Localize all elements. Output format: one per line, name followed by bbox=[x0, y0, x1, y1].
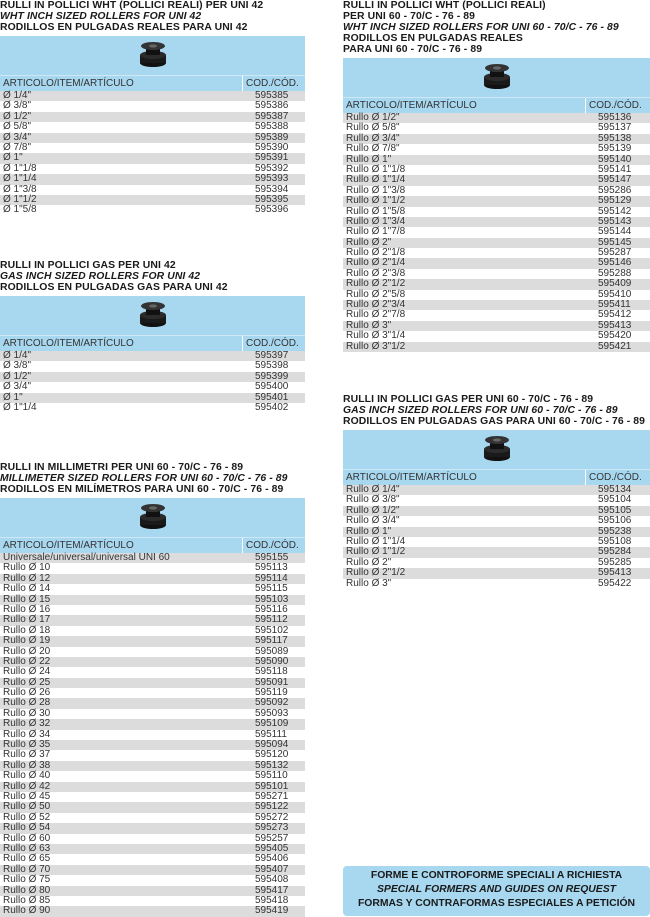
roller-icon bbox=[138, 40, 168, 68]
item-code: 595401 bbox=[255, 391, 289, 403]
item-code: 595102 bbox=[255, 624, 289, 636]
item-code: 595103 bbox=[255, 593, 289, 605]
item-name: Rullo Ø 60 bbox=[3, 832, 51, 844]
item-code: 595134 bbox=[598, 484, 632, 495]
item-code: 595288 bbox=[598, 267, 632, 279]
special-request-banner bbox=[343, 866, 650, 916]
item-name: Rullo Ø 18 bbox=[3, 624, 51, 636]
item-code: 595111 bbox=[255, 728, 287, 740]
item-name: Ø 1/4" bbox=[3, 90, 32, 101]
column-header-code: COD./CÓD. bbox=[242, 336, 299, 351]
item-code: 595140 bbox=[598, 153, 632, 165]
item-name: Universale/universal/universal UNI 60 bbox=[3, 552, 170, 563]
item-name: Rullo Ø 1/4" bbox=[346, 484, 400, 495]
section-title-en: GAS INCH SIZED ROLLERS FOR UNI 60 - 70/C - 76 - 89 bbox=[343, 405, 618, 416]
section-title-es: RODILLOS EN PULGADAS GAS PARA UNI 42 bbox=[0, 282, 228, 293]
column-header-item: ARTICOLO/ITEM/ARTÍCULO bbox=[346, 100, 477, 111]
item-code: 595419 bbox=[255, 905, 289, 917]
section-wht-uni60 bbox=[343, 0, 650, 352]
item-name: Rullo Ø 1"1/4 bbox=[346, 535, 406, 547]
section-title-es-2: PARA UNI 60 - 70/C - 76 - 89 bbox=[343, 44, 483, 55]
item-name: Rullo Ø 12 bbox=[3, 572, 51, 584]
item-code: 595418 bbox=[255, 894, 289, 906]
item-name: Rullo Ø 75 bbox=[3, 874, 51, 886]
item-name: Rullo Ø 54 bbox=[3, 822, 51, 834]
item-name: Rullo Ø 1"7/8 bbox=[346, 226, 406, 238]
item-code: 595137 bbox=[598, 122, 632, 134]
item-name: Rullo Ø 37 bbox=[3, 749, 51, 761]
item-name: Rullo Ø 40 bbox=[3, 770, 51, 782]
table-body bbox=[343, 485, 650, 589]
item-code: 595145 bbox=[598, 236, 632, 248]
item-name: Rullo Ø 3/8" bbox=[346, 494, 400, 506]
column-header-row bbox=[343, 469, 650, 485]
item-code: 595408 bbox=[255, 874, 289, 886]
table-row bbox=[0, 906, 305, 916]
item-code: 595104 bbox=[598, 494, 632, 506]
item-name: Ø 1/2" bbox=[3, 370, 32, 382]
item-code: 595400 bbox=[255, 381, 289, 393]
item-name: Ø 1/4" bbox=[3, 350, 32, 361]
item-name: Rullo Ø 34 bbox=[3, 728, 51, 740]
item-name: Ø 1"1/4 bbox=[3, 173, 37, 185]
roller-icon bbox=[482, 62, 512, 90]
item-name: Ø 3/4" bbox=[3, 131, 32, 143]
section-title-en: WHT INCH SIZED ROLLERS FOR UNI 42 bbox=[0, 11, 202, 22]
table-row bbox=[0, 875, 305, 885]
item-name: Rullo Ø 1" bbox=[346, 525, 392, 537]
item-name: Ø 1/2" bbox=[3, 110, 32, 122]
item-name: Rullo Ø 3/4" bbox=[346, 515, 400, 527]
roller-icon bbox=[138, 502, 168, 530]
table-body bbox=[0, 553, 305, 917]
item-code: 595101 bbox=[255, 780, 289, 792]
item-code: 595405 bbox=[255, 842, 289, 854]
item-name: Rullo Ø 22 bbox=[3, 655, 51, 667]
item-name: Rullo Ø 45 bbox=[3, 790, 51, 802]
item-name: Rullo Ø 28 bbox=[3, 697, 51, 709]
item-code: 595389 bbox=[255, 131, 289, 143]
item-code: 595391 bbox=[255, 152, 289, 164]
item-code: 595139 bbox=[598, 143, 632, 155]
section-title-it: RULLI IN POLLICI WHT (POLLICI REALI) bbox=[343, 0, 546, 11]
item-name: Rullo Ø 30 bbox=[3, 707, 51, 719]
item-code: 595114 bbox=[255, 572, 288, 584]
item-code: 595284 bbox=[598, 546, 632, 558]
item-name: Rullo Ø 3"1/2 bbox=[346, 340, 406, 352]
table-header bbox=[0, 36, 305, 91]
item-name: Rullo Ø 10 bbox=[3, 562, 51, 574]
item-code: 595110 bbox=[255, 770, 288, 782]
table-row bbox=[343, 144, 650, 154]
item-code: 595420 bbox=[598, 330, 632, 342]
item-name: Rullo Ø 2"1/2 bbox=[346, 278, 406, 290]
column-header-item: ARTICOLO/ITEM/ARTÍCULO bbox=[3, 78, 134, 89]
item-code: 595390 bbox=[255, 141, 289, 153]
table-row bbox=[0, 382, 305, 392]
item-name: Rullo Ø 15 bbox=[3, 593, 51, 605]
item-code: 595413 bbox=[598, 567, 632, 579]
item-code: 595112 bbox=[255, 614, 288, 626]
item-code: 595395 bbox=[255, 193, 289, 205]
item-code: 595257 bbox=[255, 832, 289, 844]
item-name: Rullo Ø 16 bbox=[3, 603, 51, 615]
table-body bbox=[343, 113, 650, 352]
item-code: 595412 bbox=[598, 309, 632, 321]
column-header-row bbox=[343, 97, 650, 113]
item-name: Rullo Ø 19 bbox=[3, 635, 51, 647]
column-header-row bbox=[0, 537, 305, 553]
item-code: 595093 bbox=[255, 707, 289, 719]
column-header-item: ARTICOLO/ITEM/ARTÍCULO bbox=[3, 338, 134, 349]
item-name: Rullo Ø 63 bbox=[3, 842, 51, 854]
item-name: Rullo Ø 26 bbox=[3, 687, 51, 699]
item-name: Rullo Ø 65 bbox=[3, 853, 51, 865]
item-code: 595285 bbox=[598, 556, 632, 568]
item-code: 595144 bbox=[598, 226, 632, 238]
item-name: Rullo Ø 1"1/8 bbox=[346, 163, 406, 175]
item-name: Rullo Ø 70 bbox=[3, 863, 51, 875]
item-name: Rullo Ø 3" bbox=[346, 577, 392, 589]
item-name: Rullo Ø 1"3/4 bbox=[346, 215, 406, 227]
item-name: Rullo Ø 5/8" bbox=[346, 122, 400, 134]
table-row bbox=[343, 196, 650, 206]
item-code: 595392 bbox=[255, 162, 289, 174]
item-name: Rullo Ø 2" bbox=[346, 556, 392, 568]
column-header-code: COD./CÓD. bbox=[242, 76, 299, 91]
section-title-es: RODILLOS EN MILÍMETROS PARA UNI 60 - 70/C - 76 - 89 bbox=[0, 484, 284, 495]
table-row bbox=[0, 636, 305, 646]
table-row bbox=[343, 342, 650, 352]
table-header bbox=[343, 58, 650, 113]
column-header-code: COD./CÓD. bbox=[585, 470, 642, 485]
item-name: Ø 3/8" bbox=[3, 100, 32, 112]
item-name: Rullo Ø 24 bbox=[3, 666, 51, 678]
item-code: 595238 bbox=[598, 525, 632, 537]
item-code: 595122 bbox=[255, 801, 289, 813]
item-code: 595108 bbox=[598, 535, 632, 547]
item-name: Rullo Ø 14 bbox=[3, 583, 51, 595]
table-header bbox=[343, 430, 650, 485]
item-name: Rullo Ø 3/4" bbox=[346, 132, 400, 144]
table-row bbox=[343, 568, 650, 578]
item-code: 595386 bbox=[255, 100, 289, 112]
item-name: Rullo Ø 17 bbox=[3, 614, 51, 626]
item-name: Rullo Ø 2"1/2 bbox=[346, 567, 406, 579]
item-name: Rullo Ø 20 bbox=[3, 645, 51, 657]
item-name: Ø 5/8" bbox=[3, 121, 32, 133]
item-code: 595115 bbox=[255, 583, 288, 595]
section-wht-uni42 bbox=[0, 0, 305, 216]
table-header bbox=[0, 296, 305, 351]
item-name: Rullo Ø 32 bbox=[3, 718, 51, 730]
section-title-it: RULLI IN POLLICI GAS PER UNI 42 bbox=[0, 260, 176, 271]
section-gas-uni60 bbox=[343, 394, 650, 589]
item-code: 595402 bbox=[255, 401, 289, 413]
item-name: Rullo Ø 1" bbox=[346, 153, 392, 165]
item-name: Ø 1"1/2 bbox=[3, 193, 37, 205]
item-name: Rullo Ø 3"1/4 bbox=[346, 330, 406, 342]
table-row bbox=[0, 823, 305, 833]
footer-line-en: SPECIAL FORMERS AND GUIDES ON REQUEST bbox=[376, 884, 616, 895]
item-code: 595118 bbox=[255, 666, 288, 678]
column-header-code: COD./CÓD. bbox=[242, 538, 299, 553]
item-code: 595116 bbox=[255, 603, 288, 615]
section-title-es: RODILLOS EN PULGADAS GAS PARA UNI 60 - 70/C - 76 - 89 bbox=[343, 416, 646, 427]
roller-icon bbox=[482, 434, 512, 462]
item-name: Rullo Ø 1"3/8 bbox=[346, 184, 406, 196]
item-code: 595411 bbox=[598, 299, 631, 311]
table-row bbox=[0, 122, 305, 132]
section-title-it: RULLI IN MILLIMETRI PER UNI 60 - 70/C - 76 - 89 bbox=[0, 462, 244, 473]
item-code: 595387 bbox=[255, 110, 289, 122]
item-name: Rullo Ø 80 bbox=[3, 884, 51, 896]
item-code: 595396 bbox=[255, 204, 289, 216]
section-title-es: RODILLOS EN PULGADAS REALES PARA UNI 42 bbox=[0, 22, 248, 33]
section-title-es: RODILLOS EN PULGADAS REALES bbox=[343, 33, 523, 44]
item-name: Rullo Ø 25 bbox=[3, 676, 51, 688]
item-name: Rullo Ø 2"7/8 bbox=[346, 309, 406, 321]
item-name: Rullo Ø 1"1/2 bbox=[346, 195, 406, 207]
item-code: 595271 bbox=[255, 790, 289, 802]
item-code: 595397 bbox=[255, 350, 289, 361]
item-code: 595089 bbox=[255, 645, 289, 657]
item-name: Rullo Ø 2"3/4 bbox=[346, 299, 406, 311]
item-code: 595394 bbox=[255, 183, 289, 195]
item-name: Rullo Ø 52 bbox=[3, 811, 51, 823]
item-code: 595132 bbox=[255, 759, 289, 771]
item-code: 595091 bbox=[255, 676, 289, 688]
item-code: 595413 bbox=[598, 319, 632, 331]
table-row bbox=[343, 516, 650, 526]
item-code: 595407 bbox=[255, 863, 289, 875]
item-code: 595092 bbox=[255, 697, 289, 709]
item-name: Rullo Ø 50 bbox=[3, 801, 51, 813]
item-name: Ø 7/8" bbox=[3, 141, 32, 153]
item-code: 595094 bbox=[255, 739, 289, 751]
item-name: Rullo Ø 1"1/4 bbox=[346, 174, 406, 186]
item-code: 595119 bbox=[255, 687, 288, 699]
table-row bbox=[343, 579, 650, 589]
item-code: 595421 bbox=[598, 340, 632, 352]
item-name: Ø 1"3/8 bbox=[3, 183, 37, 195]
column-header-item: ARTICOLO/ITEM/ARTÍCULO bbox=[346, 472, 477, 483]
column-header-row bbox=[0, 75, 305, 91]
item-code: 595272 bbox=[255, 811, 289, 823]
item-code: 595109 bbox=[255, 718, 289, 730]
column-header-row bbox=[0, 335, 305, 351]
item-code: 595273 bbox=[255, 822, 289, 834]
item-code: 595417 bbox=[255, 884, 289, 896]
item-name: Rullo Ø 1/2" bbox=[346, 112, 400, 123]
item-name: Rullo Ø 85 bbox=[3, 894, 51, 906]
item-code: 595410 bbox=[598, 288, 632, 300]
item-code: 595422 bbox=[598, 577, 632, 589]
section-title-it-2: PER UNI 60 - 70/C - 76 - 89 bbox=[343, 11, 476, 22]
section-mm-uni60 bbox=[0, 462, 305, 917]
item-code: 595393 bbox=[255, 173, 289, 185]
item-code: 595287 bbox=[598, 247, 632, 259]
section-title-it: RULLI IN POLLICI GAS PER UNI 60 - 70/C - 76 - 89 bbox=[343, 394, 594, 405]
item-code: 595155 bbox=[255, 552, 289, 563]
item-name: Rullo Ø 3" bbox=[346, 319, 392, 331]
item-code: 595141 bbox=[598, 163, 632, 175]
item-name: Ø 3/4" bbox=[3, 381, 32, 393]
item-name: Rullo Ø 38 bbox=[3, 759, 51, 771]
item-code: 595117 bbox=[255, 635, 288, 647]
item-code: 595120 bbox=[255, 749, 289, 761]
item-name: Rullo Ø 1"5/8 bbox=[346, 205, 406, 217]
column-header-code: COD./CÓD. bbox=[585, 98, 642, 113]
item-name: Rullo Ø 1"1/2 bbox=[346, 546, 406, 558]
roller-icon bbox=[138, 300, 168, 328]
section-title-en: GAS INCH SIZED ROLLERS FOR UNI 42 bbox=[0, 271, 201, 282]
footer-line-it: FORME E CONTROFORME SPECIALI A RICHIESTA bbox=[370, 870, 623, 881]
section-gas-uni42 bbox=[0, 260, 305, 413]
item-code: 595147 bbox=[598, 174, 632, 186]
item-name: Rullo Ø 90 bbox=[3, 905, 51, 917]
section-title-it: RULLI IN POLLICI WHT (POLLICI REALI) PER UNI 42 bbox=[0, 0, 264, 11]
item-code: 595286 bbox=[598, 184, 632, 196]
item-code: 595136 bbox=[598, 112, 632, 123]
item-name: Rullo Ø 1/2" bbox=[346, 504, 400, 516]
table-body bbox=[0, 91, 305, 216]
table-row bbox=[0, 403, 305, 413]
item-code: 595129 bbox=[598, 195, 632, 207]
item-code: 595142 bbox=[598, 205, 632, 217]
item-code: 595106 bbox=[598, 515, 632, 527]
item-name: Rullo Ø 7/8" bbox=[346, 143, 400, 155]
item-name: Ø 1"1/8 bbox=[3, 162, 37, 174]
item-code: 595406 bbox=[255, 853, 289, 865]
table-row bbox=[0, 205, 305, 215]
section-title-en: WHT INCH SIZED ROLLERS FOR UNI 60 - 70/C - 76 - 89 bbox=[343, 22, 619, 33]
item-name: Rullo Ø 2"1/8 bbox=[346, 247, 406, 259]
item-name: Rullo Ø 42 bbox=[3, 780, 51, 792]
item-name: Ø 3/8" bbox=[3, 360, 32, 372]
item-name: Rullo Ø 2"5/8 bbox=[346, 288, 406, 300]
item-code: 595398 bbox=[255, 360, 289, 372]
item-name: Rullo Ø 2" bbox=[346, 236, 392, 248]
item-name: Ø 1" bbox=[3, 391, 23, 403]
table-header bbox=[0, 498, 305, 553]
table-row bbox=[0, 174, 305, 184]
item-code: 595113 bbox=[255, 562, 288, 574]
item-code: 595138 bbox=[598, 132, 632, 144]
item-name: Ø 1" bbox=[3, 152, 23, 164]
item-code: 595143 bbox=[598, 215, 632, 227]
table-row bbox=[0, 584, 305, 594]
item-code: 595146 bbox=[598, 257, 632, 269]
item-name: Rullo Ø 2"1/4 bbox=[346, 257, 406, 269]
item-code: 595090 bbox=[255, 655, 289, 667]
column-header-item: ARTICOLO/ITEM/ARTÍCULO bbox=[3, 540, 134, 551]
item-name: Ø 1"1/4 bbox=[3, 401, 37, 413]
item-name: Rullo Ø 2"3/8 bbox=[346, 267, 406, 279]
footer-line-es: FORMAS Y CONTRAFORMAS ESPECIALES A PETICIÓN bbox=[357, 898, 636, 909]
item-code: 595105 bbox=[598, 504, 632, 516]
item-name: Ø 1"5/8 bbox=[3, 204, 37, 216]
item-code: 595388 bbox=[255, 121, 289, 133]
item-code: 595399 bbox=[255, 370, 289, 382]
item-code: 595409 bbox=[598, 278, 632, 290]
table-body bbox=[0, 351, 305, 413]
item-code: 595385 bbox=[255, 90, 289, 101]
item-name: Rullo Ø 35 bbox=[3, 739, 51, 751]
section-title-en: MILLIMETER SIZED ROLLERS FOR UNI 60 - 70/C - 76 - 89 bbox=[0, 473, 288, 484]
